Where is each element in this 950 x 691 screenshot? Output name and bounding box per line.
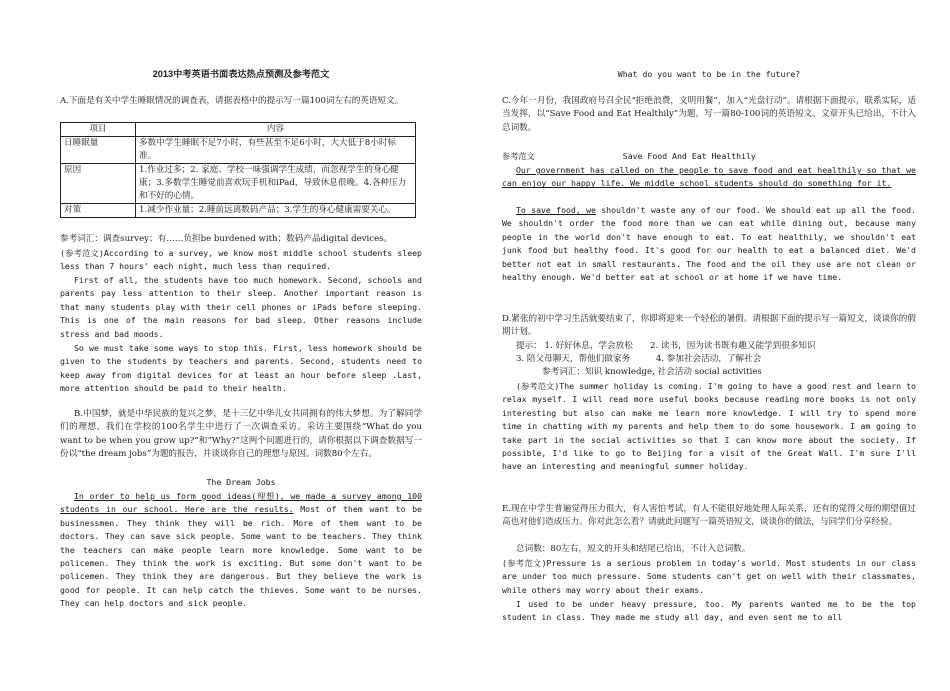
table-row (61, 204, 416, 218)
sample-c-para-1: Our government has called on the people to save food and eat healthily so that we can enjoy our happy life. We middle school students should do something for it. (502, 165, 916, 189)
sample-a-para-2: First of all, the students have too much homework. Second, schools and parents pay less attention to their sleep. Another important reason is that many students play with their cell phones or iPads before sleeping. This is one of the main reasons for bad sleep. Other reasons include stress and bad moods. (60, 275, 422, 339)
table-header-row (61, 123, 416, 137)
sample-b-title: The Dream Jobs (206, 477, 276, 487)
hint-d-1: 提示： 1. 好好休息，学会放松 2. 读书，因为读书既有趣又能学到很多知识 (516, 341, 816, 351)
sleep-survey-table (60, 122, 416, 218)
sample-c-title: Save Food And Eat Healthily (622, 151, 756, 161)
prompt-e: E.现在中学生普遍觉得压力很大，有人害怕考试，有人不能很好地处理人际关系，还有的觉得父母的期望值过高也对他们造成压力。你对此怎么看？请就此问题写一篇英语短文，谈谈你的做法，与同学们分享经验。 (502, 504, 916, 528)
body-text: Most of them want to be businessmen. They think they will be rich. More of them want to be doctors. They can save sick people. Some want to be teachers. They think the teachers can make people learn more knowledge. Some want to be policemen. They think the work is exciting. But some don't want to be policemen. They think they are dangerous. But they believe the work is good for people. It can help catch the thieves. Some want to be nurses. They can help doctors and sick people. (60, 504, 422, 609)
table-row (61, 164, 416, 204)
prompt-a: A.下面是有关中学生睡眠情况的调查表，请据表格中的提示写一篇100词左右的英语短文。 (60, 96, 404, 106)
sample-c-para-2 (502, 204, 916, 284)
sample-d-para: (参考范文)The summer holiday is coming. I'm going to have a good rest and learn to relax myself. I will read more useful books because reading more books is not only interesting but also can make me learn more knowledge. I will try to spend more time in chatting with my parents and help them to do some housework. I am going to take part in the social activities so that I can know more about the society. If possible, I'd like to go to Beijing for a visit of the Great Wall. I'm sure I'll have an interesting and meaningful summer holiday. (502, 381, 916, 472)
continued-line: What do you want to be in the future? (617, 69, 801, 79)
body-text: shouldn't waste any of our food. We should eat up all the food. We shouldn't order the food more than we can eat while dining out, because many people in the world don't have enough to eat. To eat healthily, we shouldn't eat junk food but healthy food. It's good for our health to eat a balanced diet. We'd better not eat in small restaurants. The food and the oil they use are not clean or healthy enough. We'd better eat at school or at home if we have time. (502, 205, 916, 283)
vocab-a: 参考词汇：调查survey；有……负担be burdened with；数码产品digital devices。 (60, 234, 393, 244)
table-cell: 1.减少作业量；2.睡前远离数码产品；3.学生的身心健康需要关心。 (136, 204, 416, 218)
sample-e-para-2: I used to be under heavy pressure, too. My parents wanted me to be the top student in class. They made me study all day, and even sent me to all (502, 599, 916, 623)
table-row (61, 137, 416, 164)
table-header-cell: 项目 (61, 123, 136, 137)
table-cell: 对策 (61, 204, 136, 218)
sample-b-para (60, 490, 422, 611)
document-title: 2013中考英语书面表达热点预测及参考范文 (152, 69, 330, 79)
hint-d-2: 3. 陪父母聊天，帮他们做家务 4. 参加社会活动，了解社会 (516, 354, 762, 364)
underlined-text: To save food, we (516, 205, 596, 215)
table-cell: 1.作业过多；2. 家庭、学校一味强调学生成绩，而忽视学生的身心健康；3.多数学生睡觉前喜欢玩手机和iPad，导致休息很晚。4.各种压力和不好的心情。 (136, 164, 416, 204)
prompt-d: D.紧张的初中学习生活就要结束了，你即将迎来一个轻松的暑假。请根据下面的提示写一篇短文，谈谈你的假期计划。 (502, 314, 916, 338)
right-column (502, 0, 916, 691)
table-cell: 多数中学生睡眠不足7小时，有些甚至不足6小时，大大低于8小时标准。 (136, 137, 416, 164)
requirement-e: 总词数：80左右，短文的开头和结尾已给出，不计入总词数。 (516, 544, 751, 554)
prompt-c: C.今年一月份，我国政府号召全民“拒绝浪费，文明用餐”，加入“光盘行动”。请根据下面提示，联系实际，适当发挥，以“Save Food and Eat Healthily”为题，写一篇80-100词的英语短文。文章开头已给出，不计入总词数。 (502, 96, 916, 133)
prompt-b: B.中国梦，就是中华民族的复兴之梦，是十三亿中华儿女共同拥有的伟大梦想。为了解同学们的理想，我们在学校的100名学生中进行了一次调查采访。采访主要围绕“What do you want to be when you grow up?”和“Why?”这两个问题进行的，请你根据以下调查数据写一份以“the dream jobs”为题的报告，并谈谈你自己的理想与原因。词数80个左右。 (60, 409, 422, 460)
vocab-d: 参考词汇：知识 knowledge, 社会活动 social activities (542, 367, 762, 377)
sample-e-para-1: (参考范文)Pressure is a serious problem in today's world. Most students in our class are under too much pressure. Some students can't get on well with their classmates, while others may worry about their exams. (502, 558, 916, 595)
table-header-cell: 内容 (136, 123, 416, 137)
sample-a-para-1: (参考范文)According to a survey, we know most middle school students sleep less than 7 hours' each night, much less than required. (60, 248, 422, 272)
underlined-text: In order to help us form good ideas(理想), we made a survey among 100 students in our school. Here are the results. (60, 491, 422, 515)
table-cell: 日睡眠量 (61, 137, 136, 164)
sample-a-para-3: So we must take some ways to stop this. First, less homework should be given to the students by teachers and parents. Second, students need to keep away from digital devices for at least an hour before sleep .Last, more attention should be paid to their health. (60, 343, 422, 394)
table-cell: 原因 (61, 164, 136, 204)
reference-label: 参考范文 (502, 151, 535, 161)
sample-c-heading (502, 150, 916, 163)
left-column (60, 0, 422, 691)
